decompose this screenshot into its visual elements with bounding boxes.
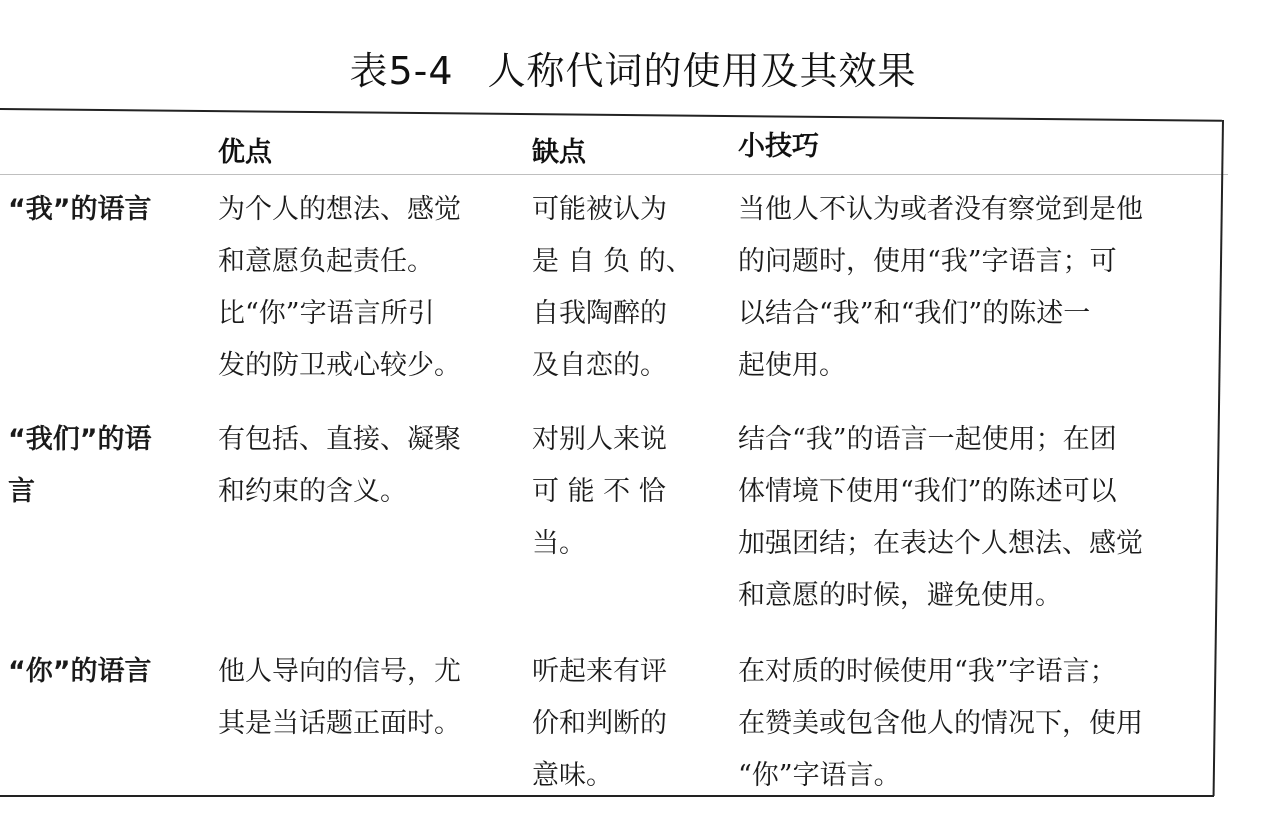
- table-title-text: 人称代词的使用及其效果: [487, 49, 917, 93]
- table-title: [0, 40, 1266, 95]
- header-separator: [0, 174, 1228, 175]
- row-label-you: “你”的语言: [8, 656, 152, 687]
- header-tips: 小技巧: [738, 131, 819, 162]
- table-top-rule: [0, 108, 1222, 122]
- cell-we-tips: 结合“我”的语言一起使用；在团 体情境下使用“我们”的陈述可以 加强团结；在表达个人想法、感觉 和意愿的时候，避免使用。: [738, 424, 1143, 611]
- row-label-i: “我”的语言: [8, 194, 152, 225]
- table-number: 表5-4: [349, 49, 454, 93]
- cell-you-tips: 在对质的时候使用“我”字语言； 在赞美或包含他人的情况下，使用 “你”字语言。: [738, 656, 1143, 791]
- cell-i-pros: 为个人的想法、感觉 和意愿负起责任。 比“你”字语言所引 发的防卫戒心较少。: [218, 194, 461, 381]
- cell-i-cons: 可能被认为 是 自 负 的、 自我陶醉的 及自恋的。: [532, 194, 693, 381]
- header-cons: 缺点: [532, 137, 586, 168]
- header-pros: 优点: [218, 137, 272, 168]
- cell-i-tips: 当他人不认为或者没有察觉到是他 的问题时，使用“我”字语言；可 以结合“我”和“我们”的陈述一 起使用。: [738, 194, 1143, 381]
- cell-we-pros: 有包括、直接、凝聚 和约束的含义。: [218, 424, 461, 507]
- cell-you-pros: 他人导向的信号，尤 其是当话题正面时。: [218, 656, 461, 739]
- cell-we-cons: 对别人来说 可 能 不 恰 当。: [532, 424, 667, 559]
- cell-you-cons: 听起来有评 价和判断的 意味。: [532, 656, 667, 791]
- row-label-we: “我们”的语 言: [8, 424, 152, 507]
